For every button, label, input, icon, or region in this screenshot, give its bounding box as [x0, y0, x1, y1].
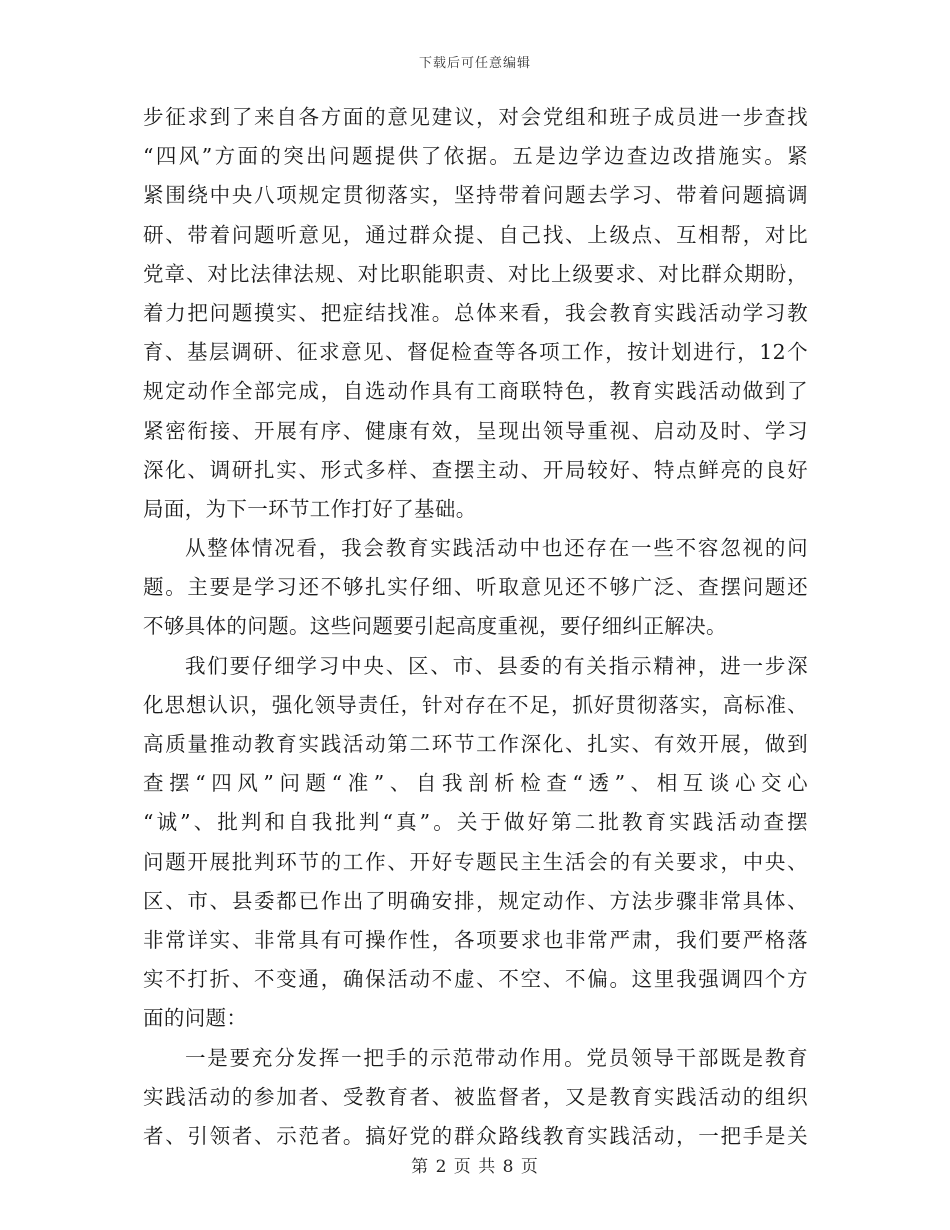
text-line: 化思想认识，强化领导责任，针对存在不足，抓好贯彻落实，高标准、 [143, 692, 808, 717]
text-line: 面的问题： [143, 1006, 248, 1031]
text-line: 紧围绕中央八项规定贯彻落实，坚持带着问题去学习、带着问题搞调 [143, 183, 808, 208]
text-line: 查摆“四风”问题“准”、自我剖析检查“透”、相互谈心交心 [143, 771, 808, 796]
document-body [143, 98, 808, 1156]
text-line: 步征求到了来自各方面的意见建议，对会党组和班子成员进一步查找 [143, 105, 808, 129]
text-line: 着力把问题摸实、把症结找准。总体来看，我会教育实践活动学习教 [143, 300, 808, 325]
text-line: 研、带着问题听意见，通过群众提、自己找、上级点、互相帮，对比 [143, 222, 808, 247]
text-line: 不够具体的问题。这些问题要引起高度重视，要仔细纠正解决。 [143, 614, 727, 639]
text-line: 紧密衔接、开展有序、健康有效，呈现出领导重视、启动及时、学习 [143, 418, 808, 443]
text-line: 非常详实、非常具有可操作性，各项要求也非常严肃，我们要严格落 [143, 927, 808, 952]
text-line: 实不打折、不变通，确保活动不虚、不空、不偏。这里我强调四个方 [143, 967, 808, 992]
text-line: 我们要仔细学习中央、区、市、县委的有关指示精神，进一步深 [185, 653, 808, 678]
text-line: 题。主要是学习还不够扎实仔细、听取意见还不够广泛、查摆问题还 [143, 575, 808, 600]
page-footer: 第 2 页 共 8 页 [411, 1157, 539, 1177]
text-line: 高质量推动教育实践活动第二环节工作深化、扎实、有效开展，做到 [143, 732, 808, 756]
text-line: 从整体情况看，我会教育实践活动中也还存在一些不容忽视的问 [185, 536, 808, 561]
page-header: 下载后可任意编辑 [418, 56, 531, 71]
text-line: “四风”方面的突出问题提供了依据。五是边学边查边改措施实。紧 [143, 144, 808, 169]
text-line: 实践活动的参加者、受教育者、被监督者，又是教育实践活动的组织 [143, 1084, 808, 1109]
text-line: 深化、调研扎实、形式多样、查摆主动、开局较好、特点鲜亮的良好 [143, 457, 808, 482]
text-line: 问题开展批判环节的工作、开好专题民主生活会的有关要求，中央、 [143, 849, 808, 874]
text-line: 区、市、县委都已作出了明确安排，规定动作、方法步骤非常具体、 [143, 888, 808, 913]
text-line: 党章、对比法律法规、对比职能职责、对比上级要求、对比群众期盼， [143, 261, 808, 286]
text-line: 育、基层调研、征求意见、督促检查等各项工作，按计划进行，12个 [143, 340, 808, 365]
text-line: 一是要充分发挥一把手的示范带动作用。党员领导干部既是教育 [185, 1045, 808, 1070]
text-line: 者、引领者、示范者。搞好党的群众路线教育实践活动，一把手是关 [143, 1123, 808, 1148]
text-line: 局面，为下一环节工作打好了基础。 [143, 496, 477, 521]
text-line: 规定动作全部完成，自选动作具有工商联特色，教育实践活动做到了 [143, 379, 808, 404]
text-line: “诚”、批判和自我批判“真”。关于做好第二批教育实践活动查摆 [143, 810, 808, 835]
